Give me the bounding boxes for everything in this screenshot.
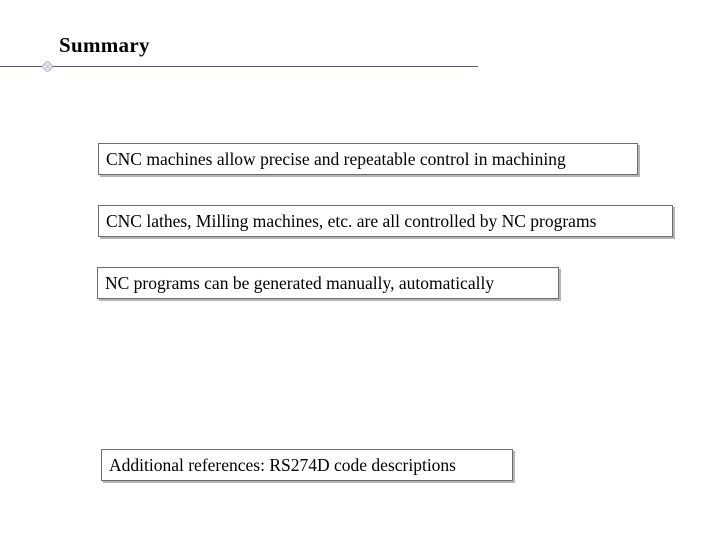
slide-title: Summary — [59, 33, 150, 57]
summary-point-references: Additional references: RS274D code descriptions — [101, 449, 513, 481]
summary-point-programs: CNC lathes, Milling machines, etc. are all controlled by NC programs — [98, 205, 673, 237]
summary-point-machines: CNC machines allow precise and repeatable control in machining — [98, 143, 638, 175]
summary-point-generation: NC programs can be generated manually, automatically — [97, 267, 559, 299]
grid-diamond-icon — [42, 61, 53, 72]
title-rule — [0, 66, 478, 67]
